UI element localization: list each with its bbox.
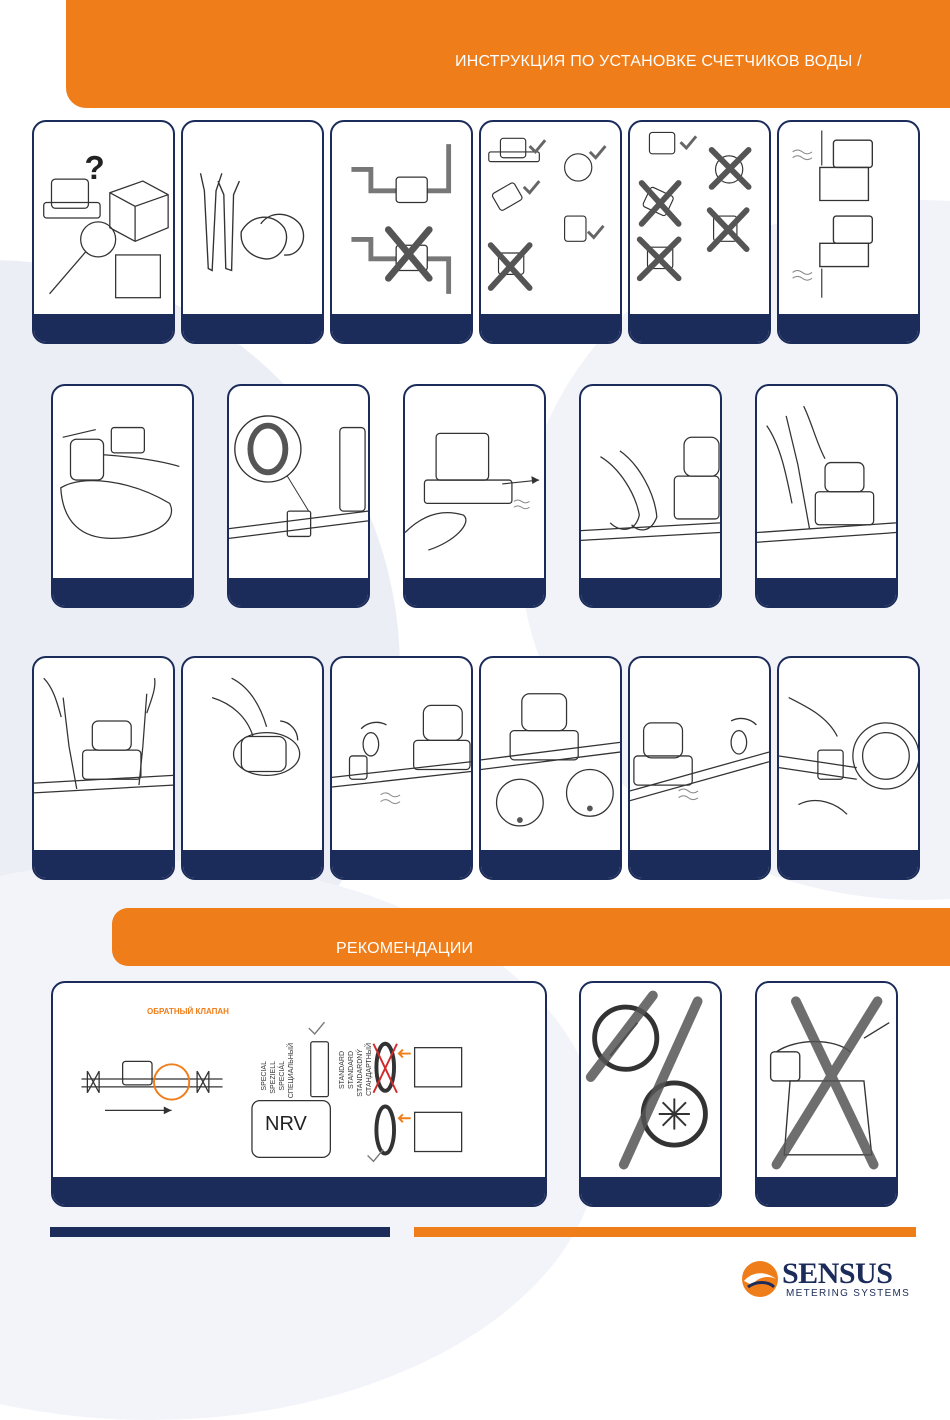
bottom-bar-orange — [414, 1227, 916, 1237]
step-panel-17-seal-wire — [777, 656, 920, 880]
no-hammer-no-frost-illustration — [581, 983, 720, 1177]
logo-name: SENSUS — [782, 1257, 893, 1290]
step-panel-16-close-valve — [628, 656, 771, 880]
step-panel-11-wrench-tighten — [755, 384, 898, 608]
special-label-1: SPECIAL — [261, 1061, 268, 1091]
hand-tighten-illustration — [581, 386, 720, 578]
page-title: ИНСТРУКЦИЯ ПО УСТАНОВКЕ СЧЕТЧИКОВ ВОДЫ / — [455, 53, 862, 70]
svg-text:?: ? — [84, 150, 105, 188]
check-valve-label: ОБРАТНЫЙ КЛАПАН — [147, 1007, 229, 1016]
recommendations-title: РЕКОМЕНДАЦИИ — [336, 940, 474, 957]
standard-label-4: СТАНДАРТНЫЙ — [366, 1043, 373, 1096]
step-panel-2-tools — [181, 120, 324, 344]
special-label-4: СПЕЦИАЛЬНЫЙ — [288, 1043, 295, 1099]
step-panel-9-flow-direction — [403, 384, 546, 608]
check-valve-illustration — [53, 983, 545, 1177]
check-meter-illustration — [34, 122, 173, 314]
standard-label-2: STANDARD — [348, 1051, 355, 1089]
close-valve-illustration — [630, 658, 769, 850]
seal-wire-illustration — [779, 658, 918, 850]
flow-direction-illustration — [405, 386, 544, 578]
step-panel-6-vertical-install — [777, 120, 920, 344]
logo-subtitle: METERING SYSTEMS — [786, 1288, 911, 1299]
standard-label-3: STANDARDNÝ — [357, 1049, 364, 1097]
bottom-bar-navy — [50, 1227, 390, 1237]
step-panel-10-hand-tighten — [579, 384, 722, 608]
forbidden-orientations-illustration — [630, 122, 769, 314]
sensus-logo-icon — [738, 1259, 782, 1299]
recommendation-panel-no-paint — [755, 981, 898, 1207]
step-panel-8-gasket — [227, 384, 370, 608]
no-paint-illustration — [757, 983, 896, 1177]
vertical-install-illustration — [779, 122, 918, 314]
pipe-position-illustration — [332, 122, 471, 314]
step-panel-4-allowed-orientations — [479, 120, 622, 344]
recommendation-panel-check-valve — [51, 981, 547, 1207]
step-panel-1-check-meter — [32, 120, 175, 344]
seal-illustration — [183, 658, 322, 850]
tools-illustration — [183, 122, 322, 314]
step-panel-15-check-leaks — [479, 656, 622, 880]
remove-cap-illustration — [53, 386, 192, 578]
step-panel-13-seal — [181, 656, 324, 880]
sensus-logo — [738, 1257, 918, 1307]
step-panel-12-two-wrenches — [32, 656, 175, 880]
check-leaks-illustration — [481, 658, 620, 850]
recommendation-panel-no-hammer-no-frost — [579, 981, 722, 1207]
gasket-illustration — [229, 386, 368, 578]
wrench-tighten-illustration — [757, 386, 896, 578]
step-panel-14-open-valve-slowly — [330, 656, 473, 880]
special-label-2: SPEZIELL — [270, 1061, 277, 1094]
step-panel-7-remove-cap — [51, 384, 194, 608]
step-panel-3-pipe-position — [330, 120, 473, 344]
standard-label-1: STANDARD — [339, 1051, 346, 1089]
special-label-3: SPECIÁL — [279, 1061, 286, 1091]
two-wrenches-illustration — [34, 658, 173, 850]
open-valve-illustration — [332, 658, 471, 850]
step-panel-5-forbidden-orientations — [628, 120, 771, 344]
nrv-label: NRV — [265, 1113, 307, 1135]
allowed-orientations-illustration — [481, 122, 620, 314]
recommendations-banner — [112, 908, 950, 966]
